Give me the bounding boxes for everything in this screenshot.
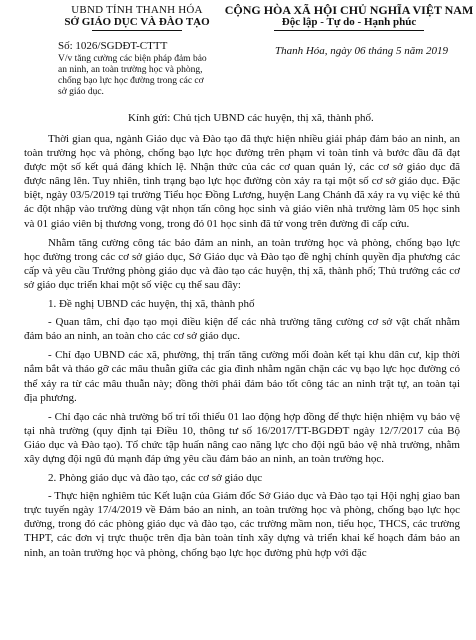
paragraph-item: - Chỉ đạo UBND các xã, phường, thị trấn tăng cường mối đoàn kết tại khu dân cư, kịp thời nắm bắt và tháo gỡ các mâu thuẫn giữa các gia đình nhằm ngăn chặn các vụ bạo lực học đường có thể xảy ra từ các mâu thuẫn này; đồng thời phải đảm bảo tốt công tác an ninh trật tự, an toàn tại địa phương.: [24, 349, 460, 404]
department-name: SỞ GIÁO DỤC VÀ ĐÀO TẠO: [64, 16, 210, 28]
province-committee: UBND TỈNH THANH HÓA: [71, 4, 203, 16]
document-body: [24, 132, 460, 565]
motto-underline: [274, 30, 424, 31]
national-motto: Độc lập - Tự do - Hạnh phúc: [281, 16, 417, 28]
recipient-line: Kính gửi: Chủ tịch UBND các huyện, thị xã, thành phố.: [128, 112, 374, 124]
national-header: [222, 4, 476, 31]
date-line: Thanh Hóa, ngày 06 tháng 5 năm 2019: [275, 45, 448, 57]
paragraph-item: - Chỉ đạo các nhà trường bố trí tối thiểu 01 lao động hợp đồng để thực hiện nhiệm vụ bảo vệ tại nhà trường (quy định tại Điều 10, thông tư số 16/2017/TT-BGDĐT ngày 12/7/2017 của Bộ Giáo dục và Đào tạo). Tổ chức tập huấn nâng cao năng lực cho đội ngũ bảo vệ nhà trường, nhằm xây dựng đội ngũ đủ mạnh đáp ứng yêu cầu đảm bảo an ninh, an toàn trường học.: [24, 410, 460, 465]
section-heading-2: 2. Phòng giáo dục và đào tạo, các cơ sở giáo dục: [48, 472, 263, 485]
paragraph-request: Nhằm tăng cường công tác bảo đảm an ninh, an toàn trường học và phòng, chống bạo lực học đường trong các cơ sở giáo dục, Sở Giáo dục và Đào tạo đề nghị chính quyền địa phương các cấp và yêu cầu Trưởng phòng giáo dục và đào tạo các huyện, thị xã, thành phố; Thủ trưởng các cơ sở giáo dục triển khai một số việc cụ thể sau đây:: [24, 236, 460, 291]
issuer-underline: [92, 30, 182, 31]
paragraph-intro: Thời gian qua, ngành Giáo dục và Đào tạo đã thực hiện nhiều giải pháp đảm bảo an ninh, an toàn trường học và phòng, chống bạo lực học đường trên phạm vi toàn tỉnh và bước đầu đã đạt được một số kết quả đáng khích lệ. Nhận thức của các cơ quan quản lý, các cơ sở giáo dục đã được nâng lên. Tuy nhiên, tình trạng bạo lực học đường còn xảy ra tại một số cơ sở giáo dục. Đặc biệt, ngày 03/5/2019 tại trường Tiểu học Đồng Lương, huyện Lang Chánh đã xảy ra vụ việc kẻ thủ ác đột nhập vào trường dùng vật nhọn tấn công học sinh và giáo viên nhà trường làm 05 học sinh và 01 giáo viên bị thương vong, trong đó 01 học sinh đã tử vong trên đường đi cấp cứu.: [24, 133, 460, 230]
document-number: Số: 1026/SGDĐT-CTTT: [58, 40, 168, 52]
issuer-header: [52, 4, 222, 31]
paragraph-item: - Quan tâm, chỉ đạo tạo mọi điều kiện để các nhà trường tăng cường cơ sở vật chất nhằm đảm bảo an ninh, an toàn cho các cơ sở giáo dục.: [24, 316, 460, 343]
section-heading-1: 1. Đề nghị UBND các huyện, thị xã, thành phố: [48, 298, 255, 311]
paragraph-item: - Thực hiện nghiêm túc Kết luận của Giám đốc Sở Giáo dục và Đào tạo tại Hội nghị giao ban trực tuyến ngày 17/4/2019 về Đảm bảo an ninh, an toàn trường học và phòng, chống bạo lực học đường, trong đó các phòng giáo dục và đào tạo, các trường mầm non, tiểu học, THCS, các trường THPT, các đơn vị trực thuộc trên địa bàn toàn tỉnh xây dựng và triển khai kế hoạch đảm bảo an ninh, an toàn trường học và phòng, chống bạo lực học đường phù hợp với đặc: [24, 490, 460, 559]
republic-name: CỘNG HÒA XÃ HỘI CHỦ NGHĨA VIỆT NAM: [224, 3, 474, 17]
document-subject: V/v tăng cường các biện pháp đảm bảo an ninh, an toàn trường học và phòng, chống bạo lực học đường trong các cơ sở giáo dục.: [58, 54, 207, 97]
